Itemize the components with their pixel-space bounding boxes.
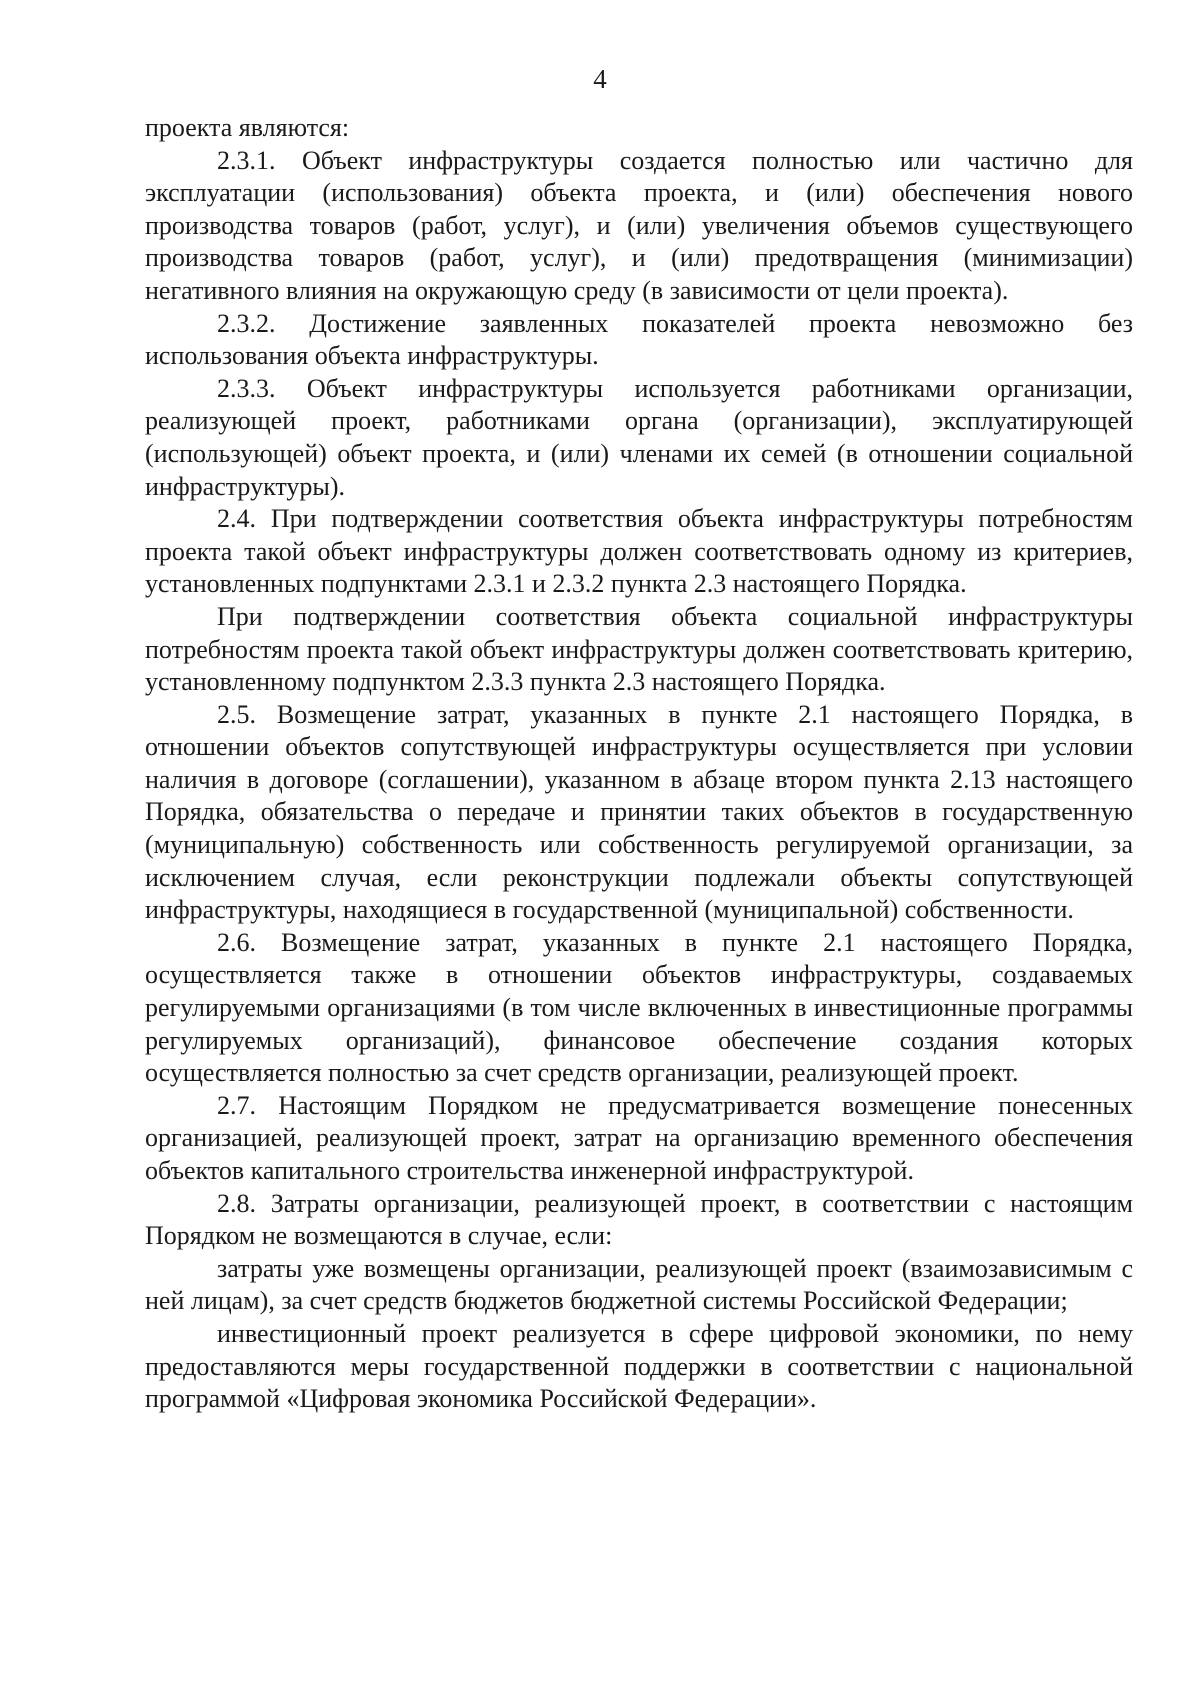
paragraph-2-3-2: 2.3.2. Достижение заявленных показателей проекта невозможно без использования объекта инфраструктуры. [145, 308, 1133, 371]
document-body [145, 112, 1133, 1416]
paragraph-2-5: 2.5. Возмещение затрат, указанных в пункте 2.1 настоящего Порядка, в отношении объектов сопутствующей инфраструктуры осуществляется при условии наличия в договоре (соглашении), указанном в абзаце втором пункта 2.13 настоящего Порядка, обязательства о передаче и принятии таких объектов в государственную (муниципальную) собственность или собственность регулируемой организации, за исключением случая, если реконструкции подлежали объекты сопутствующей инфраструктуры, находящиеся в государственной (муниципальной) собственности. [145, 699, 1133, 925]
paragraph-2-8-item-1: затраты уже возмещены организации, реализующей проект (взаимозависимым с ней лицам), за счет средств бюджетов бюджетной системы Российской Федерации; [145, 1253, 1133, 1316]
paragraph-2-8-item-2: инвестиционный проект реализуется в сфере цифровой экономики, по нему предоставляются меры государственной поддержки в соответствии с национальной программой «Цифровая экономика Российской Федерации». [145, 1318, 1133, 1414]
paragraph-2-7: 2.7. Настоящим Порядком не предусматривается возмещение понесенных организацией, реализующей проект, затрат на организацию временного обеспечения объектов капитального строительства инженерной инфраструктурой. [145, 1090, 1133, 1185]
paragraph-2-4: 2.4. При подтверждении соответствия объекта инфраструктуры потребностям проекта такой объект инфраструктуры должен соответствовать одному из критериев, установленных подпунктами 2.3.1 и 2.3.2 пункта 2.3 настоящего Порядка. [145, 504, 1133, 599]
paragraph-2-3-1: 2.3.1. Объект инфраструктуры создается полностью или частично для эксплуатации (использования) объекта проекта, и (или) обеспечения нового производства товаров (работ, услуг), и (или) увеличения объемов существующего производства товаров (работ, услуг), и (или) предотвращения (минимизации) негативного влияния на окружающую среду (в зависимости от цели проекта). [145, 145, 1133, 305]
paragraph-2-3-3: 2.3.3. Объект инфраструктуры используется работниками организации, реализующей проект, работниками органа (организации), эксплуатирующей (использующей) объект проекта, и (или) членами их семей (в отношении социальной инфраструктуры). [145, 373, 1133, 501]
paragraph-continuation: проекта являются: [145, 113, 350, 142]
paragraph-2-6: 2.6. Возмещение затрат, указанных в пункте 2.1 настоящего Порядка, осуществляется также в отношении объектов инфраструктуры, создаваемых регулируемыми организациями (в том числе включенных в инвестиционные программы регулируемых организаций), финансовое обеспечение создания которых осуществляется полностью за счет средств организации, реализующей проект. [145, 927, 1133, 1088]
paragraph-2-8: 2.8. Затраты организации, реализующей проект, в соответствии с настоящим Порядком не возмещаются в случае, если: [145, 1188, 1133, 1251]
paragraph-2-4-social: При подтверждении соответствия объекта социальной инфраструктуры потребностям проекта такой объект инфраструктуры должен соответствовать критерию, установленному подпунктом 2.3.3 пункта 2.3 настоящего Порядка. [145, 601, 1133, 697]
page-number: 4 [593, 64, 607, 94]
